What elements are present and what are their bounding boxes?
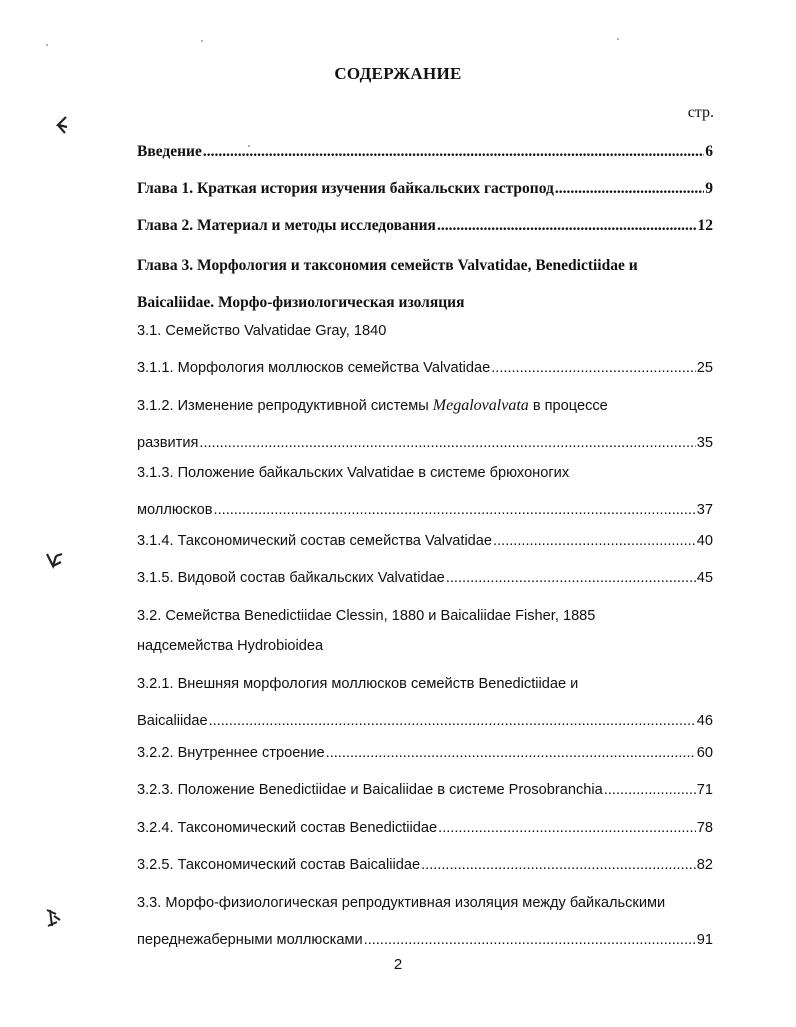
toc-entry-chapter-1 — [137, 174, 713, 204]
toc-entry-text-line1: Глава 3. Морфология и таксономия семейств Valvatidae, Benedictiidae и — [137, 257, 638, 274]
margin-mark-icon — [42, 906, 64, 930]
toc-entry-3-1-3 — [137, 458, 713, 525]
toc-entry-page: 40 — [696, 533, 713, 549]
leader-dots — [203, 137, 704, 167]
leader-dots — [437, 211, 697, 241]
italic-genus-name: Megalovalvata — [432, 397, 529, 414]
margin-mark-icon — [44, 550, 66, 572]
leader-dots — [199, 428, 695, 458]
toc-entry-3-2-1 — [137, 669, 713, 736]
scan-speck — [46, 44, 48, 46]
toc-entry-text-line2: переднежаберными моллюсками — [137, 932, 363, 948]
scan-speck — [201, 40, 203, 42]
toc-entry-text-line1: 3.2. Семейства Benedictiidae Clessin, 1880 и Baicaliidae Fisher, 1885 — [137, 608, 596, 624]
toc-entry-text-line2: Baicaliidae — [137, 713, 208, 729]
toc-entry-text-line2: моллюсков — [137, 502, 213, 518]
page-number: 2 — [393, 956, 403, 973]
scan-speck — [617, 38, 619, 40]
toc-entry-page: 78 — [696, 820, 713, 836]
toc-entry-text-line1: 3.1.2. Изменение репродуктивной системы Megalovalvata в процессе — [137, 397, 608, 414]
toc-entry-text-line1: 3.3. Морфо-физиологическая репродуктивная изоляция между байкальскими — [137, 895, 666, 911]
leader-dots — [604, 775, 696, 805]
leader-dots — [493, 526, 696, 556]
toc-entry-3-1 — [137, 316, 713, 346]
toc-entry-text-line2: Baicaliidae. Морфо-физиологическая изоляция — [137, 294, 465, 311]
toc-entry-3-2-3 — [137, 775, 713, 805]
toc-entry-3-1-1 — [137, 353, 713, 383]
toc-entry-text: 3.2.4. Таксономический состав Benedictiidae — [137, 820, 438, 836]
leader-dots — [438, 813, 696, 843]
toc-entry-page: 37 — [696, 502, 713, 518]
leader-dots — [555, 174, 704, 204]
toc-entry-text-line2: надсемейства Hydrobioidea — [137, 638, 324, 654]
toc-entry-3-2 — [137, 601, 713, 661]
toc-entry-page: 46 — [696, 713, 713, 729]
toc-entry-3-2-2 — [137, 738, 713, 768]
leader-dots — [491, 353, 696, 383]
toc-entry-chapter-3 — [137, 251, 713, 318]
page-title: СОДЕРЖАНИЕ — [334, 64, 462, 83]
toc-entry-text-line1: 3.2.1. Внешняя морфология моллюсков семейств Benedictiidae и — [137, 676, 579, 692]
toc-entry-page: 45 — [696, 570, 713, 586]
leader-dots — [364, 925, 696, 955]
leader-dots — [214, 495, 696, 525]
toc-entry-3-3 — [137, 888, 713, 955]
toc-entry-text-line1: 3.1.3. Положение байкальских Valvatidae в системе брюхоногих — [137, 465, 570, 481]
leader-dots — [209, 706, 696, 736]
margin-mark-icon — [52, 114, 72, 136]
toc-entry-text: 3.2.2. Внутреннее строение — [137, 745, 325, 761]
toc-entry-page: 35 — [696, 435, 713, 451]
toc-entry-text: Глава 1. Краткая история изучения байкальских гастропод — [137, 180, 554, 197]
toc-entry-text: 3.1. Семейство Valvatidae Gray, 1840 — [137, 323, 387, 339]
toc-entry-text: 3.2.3. Положение Benedictiidae и Baicaliidae в системе Prosobranchia — [137, 782, 603, 798]
toc-entry-page: 91 — [696, 932, 713, 948]
toc-entry-page: 82 — [696, 857, 713, 873]
toc-entry-text: Введение — [137, 143, 202, 160]
page-column-label: стр. — [687, 104, 714, 121]
toc-entry-3-1-2 — [137, 391, 713, 458]
toc-entry-3-1-5 — [137, 563, 713, 593]
toc-entry-page: 12 — [697, 217, 713, 234]
toc-entry-page: 25 — [696, 360, 713, 376]
toc-entry-3-2-4 — [137, 813, 713, 843]
leader-dots — [421, 850, 696, 880]
toc-entry-page: 60 — [696, 745, 713, 761]
leader-dots — [326, 738, 696, 768]
leader-dots — [446, 563, 696, 593]
toc-entry-chapter-2 — [137, 211, 713, 241]
toc-entry-text: 3.2.5. Таксономический состав Baicaliidae — [137, 857, 421, 873]
toc-entry-page: 71 — [696, 782, 713, 798]
toc-entry-text: Глава 2. Материал и методы исследования — [137, 217, 436, 234]
scan-speck — [248, 145, 250, 147]
toc-entry-text: 3.1.1. Морфология моллюсков семейства Valvatidae — [137, 360, 491, 376]
toc-entry-text-line2: развития — [137, 435, 199, 451]
toc-entry-introduction — [137, 137, 713, 167]
toc-entry-3-1-4 — [137, 526, 713, 556]
toc-entry-page: 6 — [705, 143, 713, 160]
toc-entry-text: 3.1.5. Видовой состав байкальских Valvatidae — [137, 570, 445, 586]
toc-entry-text: 3.1.4. Таксономический состав семейства Valvatidae — [137, 533, 493, 549]
toc-entry-page: 9 — [705, 180, 713, 197]
toc-entry-3-2-5 — [137, 850, 713, 880]
